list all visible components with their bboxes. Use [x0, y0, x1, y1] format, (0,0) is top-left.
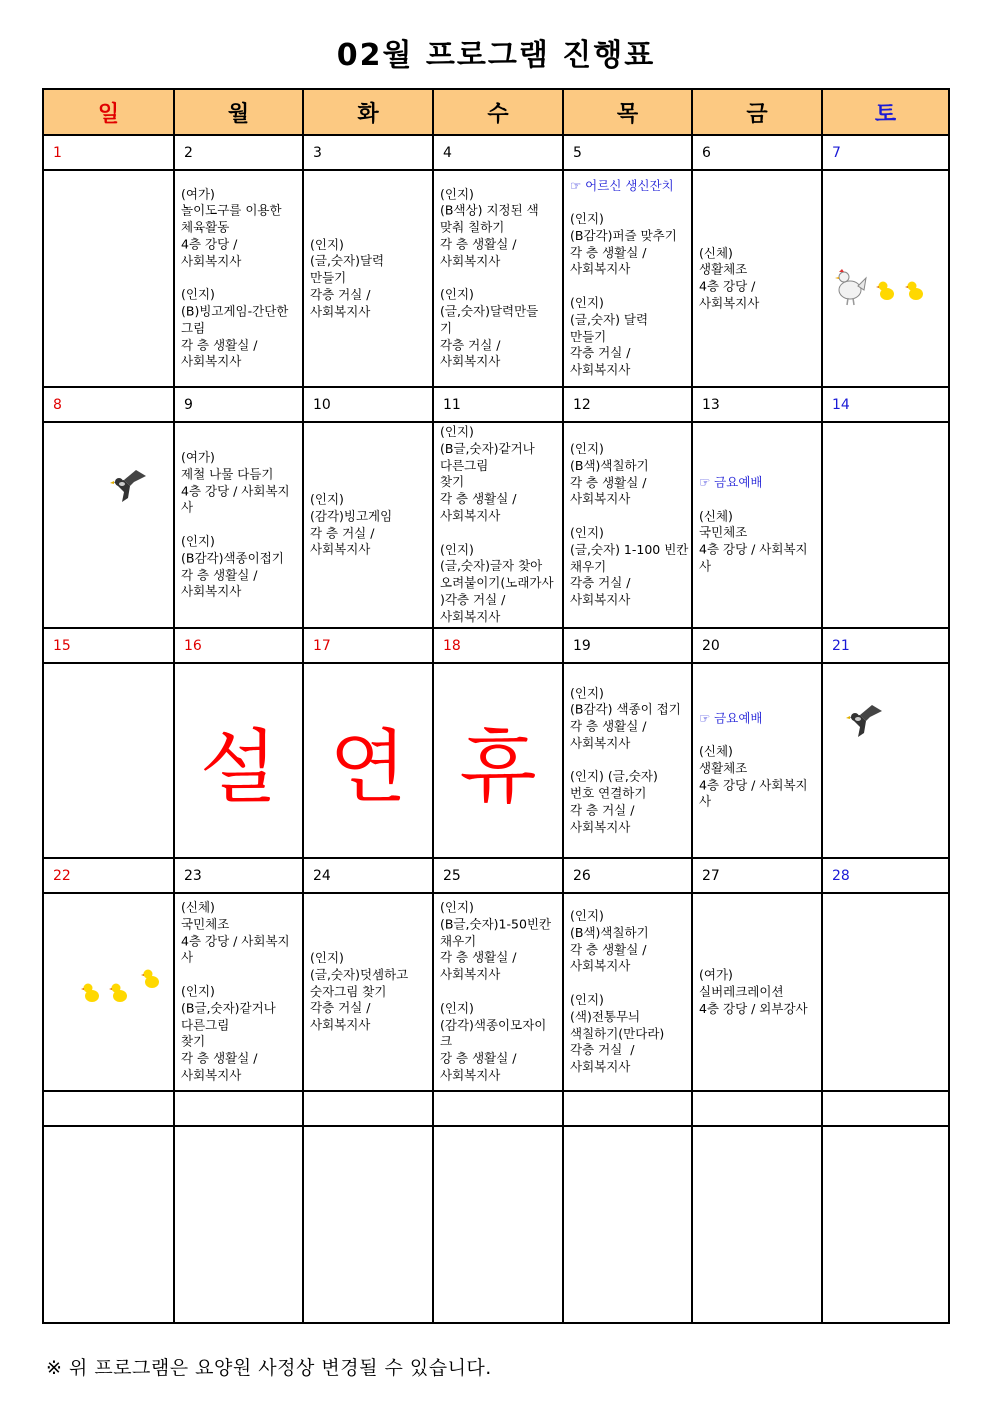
program-cell [304, 171, 434, 386]
day-number: 18 [443, 638, 461, 654]
program-row [44, 423, 948, 629]
footer-note: ※ 위 프로그램은 요양원 사정상 변경될 수 있습니다. [46, 1357, 492, 1379]
program-text: (인지) (B감각)퍼즐 맞추기 각 층 생활실 / 사회복지사 (인지) (글,숫자) 달력 만들기 각층 거실 / 사회복지사 [570, 211, 677, 378]
weekday-saturday: 토 [874, 101, 897, 127]
program-text: (인지) (글,숫자)달력 만들기 각층 거실 / 사회복지사 [310, 236, 385, 319]
program-cell [175, 423, 304, 627]
program-cell [175, 894, 304, 1090]
program-cell [304, 423, 434, 627]
program-text: (여가) 실버레크레이션 4층 강당 / 외부강사 [699, 966, 808, 1016]
day-number: 2 [184, 145, 193, 161]
program-cell [44, 664, 175, 857]
day-number: 21 [832, 638, 850, 654]
program-text: (신체) 생활체조 4층 강당 / 사회복지사 [699, 244, 760, 311]
hen-and-chicks-icon [832, 264, 932, 308]
program-cell [304, 664, 434, 857]
weekday-wednesday: 수 [434, 90, 564, 134]
day-number: 8 [53, 397, 62, 413]
day-number: 12 [573, 397, 591, 413]
day-number: 14 [832, 397, 850, 413]
date-row [44, 388, 948, 423]
program-cell [434, 664, 564, 857]
program-text: (인지) (B글,숫자)같거나 다른그림 찾기 각 층 생활실 / 사회복지사 (인지) (글,숫자)글자 찾아 오려붙이기(노래가사 )각층 거실 / 사회복지사 [440, 424, 554, 624]
program-cell [693, 171, 823, 386]
program-row [44, 171, 948, 388]
day-number: 11 [443, 397, 461, 413]
holiday-label: 연 [329, 721, 407, 814]
event-note: ☞ 어르신 생신잔치 [570, 177, 674, 193]
day-number: 3 [313, 145, 322, 161]
page-title: 02월 프로그램 진행표 [336, 38, 656, 73]
day-number: 23 [184, 868, 202, 884]
program-cell [434, 894, 564, 1090]
program-row [44, 664, 948, 859]
program-cell [564, 894, 693, 1090]
program-text: (신체) 생활체조 4층 강당 / 사회복지사 [699, 743, 808, 810]
program-text: (인지) (감각)빙고게임 각 층 거실 / 사회복지사 [310, 491, 393, 557]
program-cell [175, 171, 304, 386]
weekday-header-row [44, 90, 948, 136]
event-note: ☞ 금요예배 [699, 710, 763, 726]
program-cell [823, 894, 948, 1090]
blank-row [44, 1092, 948, 1127]
program-cell [693, 664, 823, 857]
day-number: 15 [53, 638, 71, 654]
day-number: 28 [832, 868, 850, 884]
day-number: 26 [573, 868, 591, 884]
program-cell [564, 423, 693, 627]
bird-icon [846, 703, 886, 739]
day-number: 22 [53, 868, 71, 884]
program-row [44, 894, 948, 1092]
program-text: (신체) 국민체조 4층 강당 / 사회복지사 (인지) (B글,숫자)같거나 다른그림 찾기 각 층 생활실 / 사회복지사 [181, 899, 290, 1083]
day-number: 5 [573, 145, 582, 161]
program-cell [175, 664, 304, 857]
weekday-sunday: 일 [44, 90, 175, 134]
chicks-icon [76, 966, 166, 1008]
program-cell [823, 664, 948, 857]
event-note: ☞ 금요예배 [699, 474, 763, 490]
day-number: 24 [313, 868, 331, 884]
program-text: (신체) 국민체조 4층 강당 / 사회복지사 [699, 508, 808, 574]
program-cell [44, 423, 175, 627]
program-calendar [42, 88, 950, 1324]
day-number: 20 [702, 638, 720, 654]
date-row [44, 859, 948, 894]
program-text: (여가) 놀이도구를 이용한 체육활동 4층 강당 / 사회복지사 (인지) (B)빙고게임-간단한 그림 각 층 생활실 / 사회복지사 [181, 186, 289, 370]
date-row [44, 136, 948, 171]
day-number: 25 [443, 868, 461, 884]
date-row [44, 629, 948, 664]
program-text: (인지) (B색)색칠하기 각 층 생활실 / 사회복지사 (인지) (색)전통무늬 색칠하기(만다라) 각층 거실 / 사회복지사 [570, 908, 665, 1075]
day-number: 9 [184, 397, 193, 413]
day-number: 13 [702, 397, 720, 413]
program-cell [304, 894, 434, 1090]
program-text: (인지) (B색)색칠하기 각 층 생활실 / 사회복지사 (인지) (글,숫자) 1-100 빈칸 채우기 각층 거실 / 사회복지사 [570, 441, 689, 608]
weekday-monday: 월 [175, 90, 304, 134]
day-number: 7 [832, 145, 841, 161]
bird-icon [110, 468, 150, 504]
day-number: 16 [184, 638, 202, 654]
program-cell [564, 171, 693, 386]
weekday-thursday: 목 [564, 90, 693, 134]
program-cell [823, 423, 948, 627]
day-number: 1 [53, 145, 62, 161]
day-number: 17 [313, 638, 331, 654]
program-cell [564, 664, 693, 857]
day-number: 4 [443, 145, 452, 161]
program-cell [693, 894, 823, 1090]
program-text: (인지) (B색상) 지정된 색 맞춰 칠하기 각 층 생활실 / 사회복지사 (인지) (글,숫자)달력만들 기 각층 거실 / 사회복지사 [440, 186, 539, 370]
program-text: (여가) 제철 나물 다듬기 4층 강당 / 사회복지사 (인지) (B감각)색종이접기 각 층 생활실 / 사회복지사 [181, 449, 290, 599]
program-text: (인지) (B글,숫자)1-50빈칸 채우기 각 층 생활실 / 사회복지사 (인지) (감각)색종이모자이 크 강 층 생활실 / 사회복지사 [440, 899, 552, 1083]
weekday-friday: 금 [693, 90, 823, 134]
program-text: (인지) (글,숫자)덧셈하고 숫자그림 찾기 각층 거실 / 사회복지사 [310, 950, 409, 1033]
holiday-label: 설 [199, 721, 278, 814]
program-cell [693, 423, 823, 627]
holiday-label: 휴 [459, 721, 537, 814]
program-text: (인지) (B감각) 색종이 접기 각 층 생활실 / 사회복지사 (인지) (글,숫자) 번호 연결하기 각 층 거실 / 사회복지사 [570, 684, 681, 835]
program-cell [44, 171, 175, 386]
program-cell [434, 171, 564, 386]
day-number: 10 [313, 397, 331, 413]
day-number: 6 [702, 145, 711, 161]
weekday-tuesday: 화 [304, 90, 434, 134]
day-number: 19 [573, 638, 591, 654]
day-number: 27 [702, 868, 720, 884]
program-cell [434, 423, 564, 627]
blank-row [44, 1127, 948, 1322]
